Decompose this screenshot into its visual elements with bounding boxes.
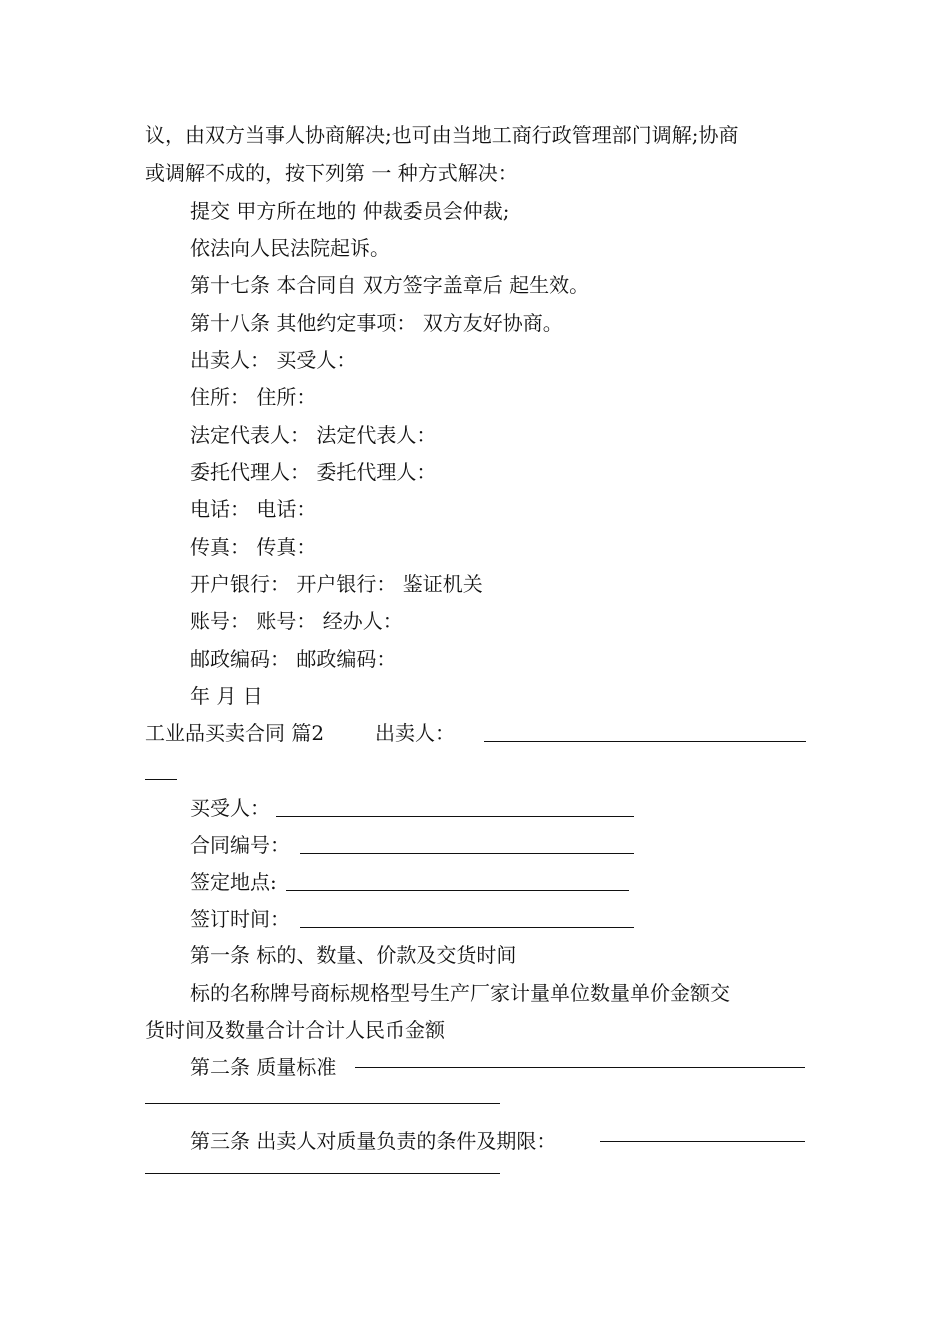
paragraph-arbitration: 提交 甲方所在地的 仲裁委员会仲裁; bbox=[190, 199, 510, 223]
paragraph-dispute-1: 议，由双方当事人协商解决;也可由当地工商行政管理部门调解;协商 bbox=[145, 123, 739, 147]
paragraph-court: 依法向人民法院起诉。 bbox=[190, 236, 390, 260]
sign-time-underline bbox=[300, 927, 634, 928]
signature-date: 年 月 日 bbox=[190, 684, 263, 708]
article-2-dash-line-1 bbox=[355, 1067, 805, 1068]
article-1-columns-2: 货时间及数量合计合计人民币金额 bbox=[145, 1018, 445, 1042]
article-2-dash-line-2 bbox=[145, 1103, 500, 1104]
sign-time-line bbox=[190, 906, 290, 932]
sign-place-label: 签定地点: bbox=[190, 870, 277, 894]
seller-label: 出卖人： bbox=[374, 721, 455, 745]
contract2-heading bbox=[145, 720, 455, 746]
signature-bank: 开户银行： 开户银行： 鉴证机关 bbox=[190, 572, 483, 596]
seller-underline bbox=[484, 741, 806, 742]
article-2: 第二条 质量标准 bbox=[190, 1055, 337, 1079]
signature-fax: 传真： 传真： bbox=[190, 535, 317, 559]
article-3-dash-line-1 bbox=[600, 1141, 805, 1142]
contract-no-underline bbox=[300, 853, 634, 854]
sign-time-label: 签订时间： bbox=[190, 907, 290, 931]
signature-agent: 委托代理人： 委托代理人： bbox=[190, 460, 437, 484]
article-17: 第十七条 本合同自 双方签字盖章后 起生效。 bbox=[190, 273, 590, 297]
contract2-title: 工业品买卖合同 篇2 bbox=[145, 721, 325, 745]
buyer-underline bbox=[276, 816, 634, 817]
paragraph-dispute-2: 或调解不成的，按下列第 一 种方式解决： bbox=[145, 161, 518, 185]
contract-no-label: 合同编号： bbox=[190, 833, 290, 857]
buyer-label: 买受人： bbox=[190, 796, 270, 820]
signature-phone: 电话： 电话： bbox=[190, 497, 317, 521]
article-1: 第一条 标的、数量、价款及交货时间 bbox=[190, 943, 517, 967]
signature-seller-buyer: 出卖人： 买受人： bbox=[190, 348, 357, 372]
signature-legal-rep: 法定代表人： 法定代表人： bbox=[190, 423, 437, 447]
article-3-dash-line-2 bbox=[145, 1173, 500, 1174]
signature-address: 住所： 住所： bbox=[190, 385, 317, 409]
buyer-line bbox=[190, 795, 270, 821]
article-18: 第十八条 其他约定事项： 双方友好协商。 bbox=[190, 311, 563, 335]
seller-underline-continued bbox=[145, 779, 177, 780]
article-1-columns-1: 标的名称牌号商标规格型号生产厂家计量单位数量单价金额交 bbox=[190, 981, 730, 1005]
signature-account: 账号： 账号： 经办人： bbox=[190, 609, 403, 633]
sign-place-underline bbox=[286, 890, 629, 891]
signature-postcode: 邮政编码： 邮政编码： bbox=[190, 647, 397, 671]
article-3: 第三条 出卖人对质量负责的条件及期限： bbox=[190, 1129, 557, 1153]
sign-place-line bbox=[190, 869, 277, 895]
contract-no-line bbox=[190, 832, 290, 858]
